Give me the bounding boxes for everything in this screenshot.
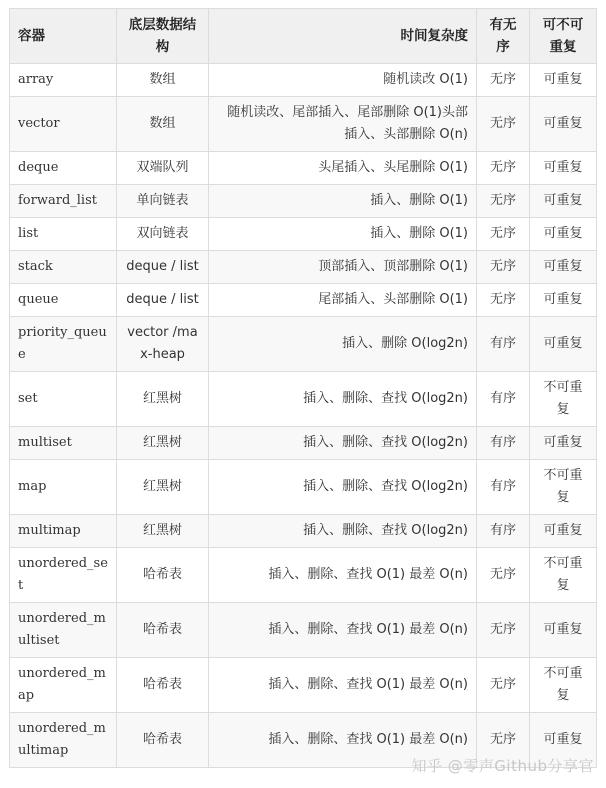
cell-time-complexity: 随机读改 O(1): [209, 64, 477, 97]
cell-repeatable: 可重复: [530, 218, 597, 251]
cell-underlying-structure: 红黑树: [117, 460, 209, 515]
table-row: [10, 372, 597, 427]
cell-time-complexity: 插入、删除、查找 O(1) 最差 O(n): [209, 548, 477, 603]
cell-ordered: 有序: [477, 460, 530, 515]
cell-ordered: 无序: [477, 713, 530, 768]
watermark: 知乎 @零声Github分享官: [411, 757, 594, 775]
containers-table: [9, 8, 597, 768]
table-row: [10, 218, 597, 251]
cell-ordered: 无序: [477, 251, 530, 284]
cell-ordered: 无序: [477, 64, 530, 97]
table-row: [10, 251, 597, 284]
table-row: [10, 548, 597, 603]
cell-time-complexity: 插入、删除、查找 O(log2n): [209, 460, 477, 515]
header-ordered: 有无序: [477, 9, 530, 64]
cell-repeatable: 可重复: [530, 284, 597, 317]
cell-repeatable: 可重复: [530, 97, 597, 152]
cell-underlying-structure: 双端队列: [117, 152, 209, 185]
cell-ordered: 有序: [477, 372, 530, 427]
cell-repeatable: 不可重复: [530, 658, 597, 713]
cell-underlying-structure: 红黑树: [117, 372, 209, 427]
cell-container-name: multimap: [10, 515, 117, 548]
cell-underlying-structure: 数组: [117, 64, 209, 97]
cell-ordered: 有序: [477, 427, 530, 460]
cell-time-complexity: 插入、删除、查找 O(1) 最差 O(n): [209, 603, 477, 658]
cell-ordered: 有序: [477, 515, 530, 548]
cell-underlying-structure: 红黑树: [117, 515, 209, 548]
cell-time-complexity: 尾部插入、头部删除 O(1): [209, 284, 477, 317]
cell-container-name: stack: [10, 251, 117, 284]
cell-container-name: unordered_multiset: [10, 603, 117, 658]
cell-ordered: 无序: [477, 185, 530, 218]
cell-underlying-structure: 哈希表: [117, 548, 209, 603]
cell-container-name: forward_list: [10, 185, 117, 218]
cell-container-name: unordered_set: [10, 548, 117, 603]
cell-container-name: unordered_multimap: [10, 713, 117, 768]
cell-time-complexity: 插入、删除 O(1): [209, 218, 477, 251]
cell-repeatable: 可重复: [530, 64, 597, 97]
table-row: [10, 97, 597, 152]
cell-ordered: 无序: [477, 658, 530, 713]
cell-container-name: priority_queue: [10, 317, 117, 372]
cell-underlying-structure: deque / list: [117, 251, 209, 284]
table-row: [10, 603, 597, 658]
cell-time-complexity: 插入、删除、查找 O(1) 最差 O(n): [209, 713, 477, 768]
cell-repeatable: 不可重复: [530, 460, 597, 515]
cell-container-name: deque: [10, 152, 117, 185]
cell-container-name: array: [10, 64, 117, 97]
cell-ordered: 无序: [477, 284, 530, 317]
table-row: [10, 515, 597, 548]
header-row: [10, 9, 597, 64]
cell-underlying-structure: 哈希表: [117, 713, 209, 768]
cell-ordered: 有序: [477, 317, 530, 372]
cell-repeatable: 可重复: [530, 427, 597, 460]
cell-time-complexity: 顶部插入、顶部删除 O(1): [209, 251, 477, 284]
cell-repeatable: 可重复: [530, 713, 597, 768]
cell-time-complexity: 插入、删除 O(log2n): [209, 317, 477, 372]
cell-time-complexity: 插入、删除 O(1): [209, 185, 477, 218]
table-row: [10, 460, 597, 515]
cell-container-name: queue: [10, 284, 117, 317]
cell-ordered: 无序: [477, 603, 530, 658]
cell-ordered: 无序: [477, 97, 530, 152]
cell-time-complexity: 插入、删除、查找 O(log2n): [209, 427, 477, 460]
cell-container-name: set: [10, 372, 117, 427]
cell-repeatable: 可重复: [530, 515, 597, 548]
header-underlying-structure: 底层数据结构: [117, 9, 209, 64]
cell-time-complexity: 插入、删除、查找 O(1) 最差 O(n): [209, 658, 477, 713]
header-container: 容器: [10, 9, 117, 64]
cell-repeatable: 不可重复: [530, 548, 597, 603]
table-body: [10, 64, 597, 768]
header-repeatable: 可不可重复: [530, 9, 597, 64]
cell-repeatable: 可重复: [530, 603, 597, 658]
cell-time-complexity: 随机读改、尾部插入、尾部删除 O(1)头部插入、头部删除 O(n): [209, 97, 477, 152]
table-row: [10, 658, 597, 713]
cell-container-name: unordered_map: [10, 658, 117, 713]
cell-repeatable: 可重复: [530, 185, 597, 218]
table-row: [10, 317, 597, 372]
cell-ordered: 无序: [477, 218, 530, 251]
cell-container-name: vector: [10, 97, 117, 152]
cell-underlying-structure: 红黑树: [117, 427, 209, 460]
cell-underlying-structure: 哈希表: [117, 603, 209, 658]
cell-repeatable: 可重复: [530, 251, 597, 284]
table-row: [10, 427, 597, 460]
cell-container-name: multiset: [10, 427, 117, 460]
cell-time-complexity: 插入、删除、查找 O(log2n): [209, 515, 477, 548]
cell-underlying-structure: 哈希表: [117, 658, 209, 713]
table-row: [10, 64, 597, 97]
cell-time-complexity: 头尾插入、头尾删除 O(1): [209, 152, 477, 185]
cell-underlying-structure: vector /max-heap: [117, 317, 209, 372]
cell-repeatable: 可重复: [530, 317, 597, 372]
cell-underlying-structure: 单向链表: [117, 185, 209, 218]
cell-ordered: 无序: [477, 548, 530, 603]
cell-underlying-structure: 双向链表: [117, 218, 209, 251]
table-row: [10, 284, 597, 317]
header-time-complexity: 时间复杂度: [209, 9, 477, 64]
table-row: [10, 152, 597, 185]
cell-time-complexity: 插入、删除、查找 O(log2n): [209, 372, 477, 427]
table-header: [10, 9, 597, 64]
cell-underlying-structure: 数组: [117, 97, 209, 152]
cell-repeatable: 可重复: [530, 152, 597, 185]
cell-underlying-structure: deque / list: [117, 284, 209, 317]
cell-repeatable: 不可重复: [530, 372, 597, 427]
cell-container-name: map: [10, 460, 117, 515]
table-row: [10, 185, 597, 218]
cell-container-name: list: [10, 218, 117, 251]
cell-ordered: 无序: [477, 152, 530, 185]
